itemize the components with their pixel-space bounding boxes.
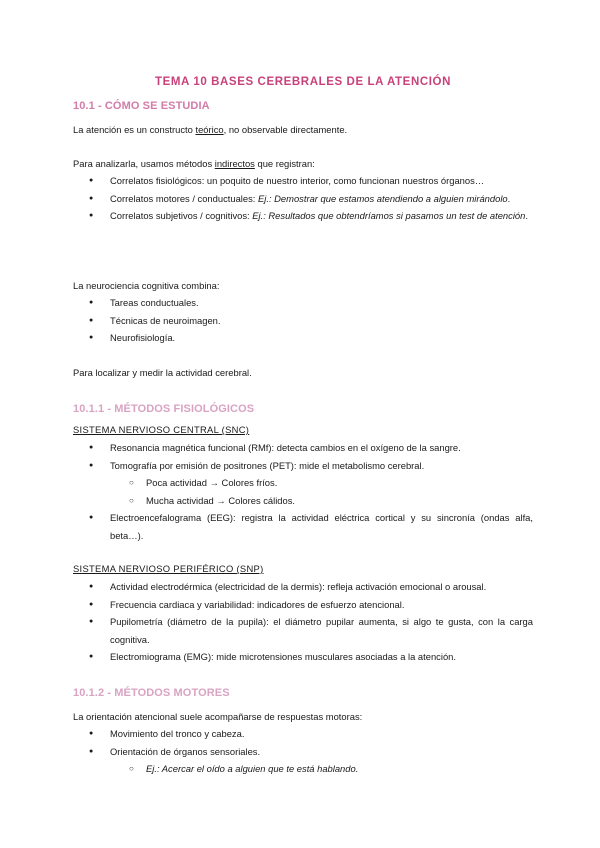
sublist-item: ○ Poca actividad → Colores fríos. xyxy=(110,474,533,492)
list-item: ● Tomografía por emisión de positrones (PET): mide el metabolismo cerebral. ○ Poca actividad → Colores fríos. ○ Mucha actividad → Colores cálidos. xyxy=(73,457,533,510)
list-item: ● Neurofisiología. xyxy=(73,329,533,347)
list-item: ● Frecuencia cardiaca y variabilidad: indicadores de esfuerzo atencional. xyxy=(73,596,533,614)
underlined-term-teorico: teórico xyxy=(195,124,224,135)
analyze-paragraph: Para analizarla, usamos métodos indirectos que registran: xyxy=(73,158,315,169)
snp-list xyxy=(73,578,533,666)
list-item: ● Actividad electrodérmica (electricidad de la dermis): refleja activación emocional o arousal. xyxy=(73,578,533,596)
snc-subheading: SISTEMA NERVIOSO CENTRAL (SNC) xyxy=(73,424,250,435)
list-item: ● Técnicas de neuroimagen. xyxy=(73,312,533,330)
list-item: ● Resonancia magnética funcional (RMf): detecta cambios en el oxígeno de la sangre. xyxy=(73,439,533,457)
correlates-list xyxy=(73,172,533,225)
page-title: TEMA 10 BASES CEREBRALES DE LA ATENCIÓN xyxy=(154,76,452,88)
list-item: ● Correlatos subjetivos / cognitivos: Ej.: Resultados que obtendríamos si pasamos un test de atención. xyxy=(73,207,533,225)
motor-list xyxy=(73,725,533,778)
section-heading-como-se-estudia: 10.1 - CÓMO SE ESTUDIA xyxy=(73,100,210,112)
list-item: ● Movimiento del tronco y cabeza. xyxy=(73,725,533,743)
closing-paragraph: Para localizar y medir la actividad cerebral. xyxy=(73,367,252,378)
list-item: ● Electromiograma (EMG): mide microtensiones musculares asociadas a la atención. xyxy=(73,648,533,666)
snc-list xyxy=(73,439,533,544)
sublist-item: ○ Mucha actividad → Colores cálidos. xyxy=(110,492,533,510)
motor-intro: La orientación atencional suele acompañarse de respuestas motoras: xyxy=(73,711,363,722)
list-item: ● Correlatos fisiológicos: un poquito de nuestro interior, como funcionan nuestros órganos… xyxy=(73,172,533,190)
pet-sublist xyxy=(110,474,533,509)
snp-subheading: SISTEMA NERVIOSO PERIFÉRICO (SNP) xyxy=(73,563,264,574)
list-item: ● Tareas conductuales. xyxy=(73,294,533,312)
list-item: ● Correlatos motores / conductuales: Ej.: Demostrar que estamos atendiendo a alguien mirándolo. xyxy=(73,190,533,208)
list-item: ● Electroencefalograma (EEG): registra la actividad eléctrica cortical y su sincronía (ondas alfa, beta…). xyxy=(73,509,533,544)
section-heading-metodos-motores: 10.1.2 - MÉTODOS MOTORES xyxy=(73,687,230,699)
list-item: ● Orientación de órganos sensoriales. ○ Ej.: Acercar el oído a alguien que te está hablando. xyxy=(73,743,533,778)
section-heading-metodos-fisiologicos: 10.1.1 - MÉTODOS FISIOLÓGICOS xyxy=(73,403,255,415)
sublist-item: ○ Ej.: Acercar el oído a alguien que te está hablando. xyxy=(110,760,533,778)
intro-paragraph: La atención es un constructo teórico, no observable directamente. xyxy=(73,124,348,135)
neuro-list xyxy=(73,294,533,347)
underlined-term-indirectos: indirectos xyxy=(214,158,255,169)
orientation-sublist xyxy=(110,760,533,778)
list-item: ● Pupilometría (diámetro de la pupila): el diámetro pupilar aumenta, si algo te gusta, con la carga cognitiva. xyxy=(73,613,533,648)
neuro-intro: La neurociencia cognitiva combina: xyxy=(73,280,220,291)
